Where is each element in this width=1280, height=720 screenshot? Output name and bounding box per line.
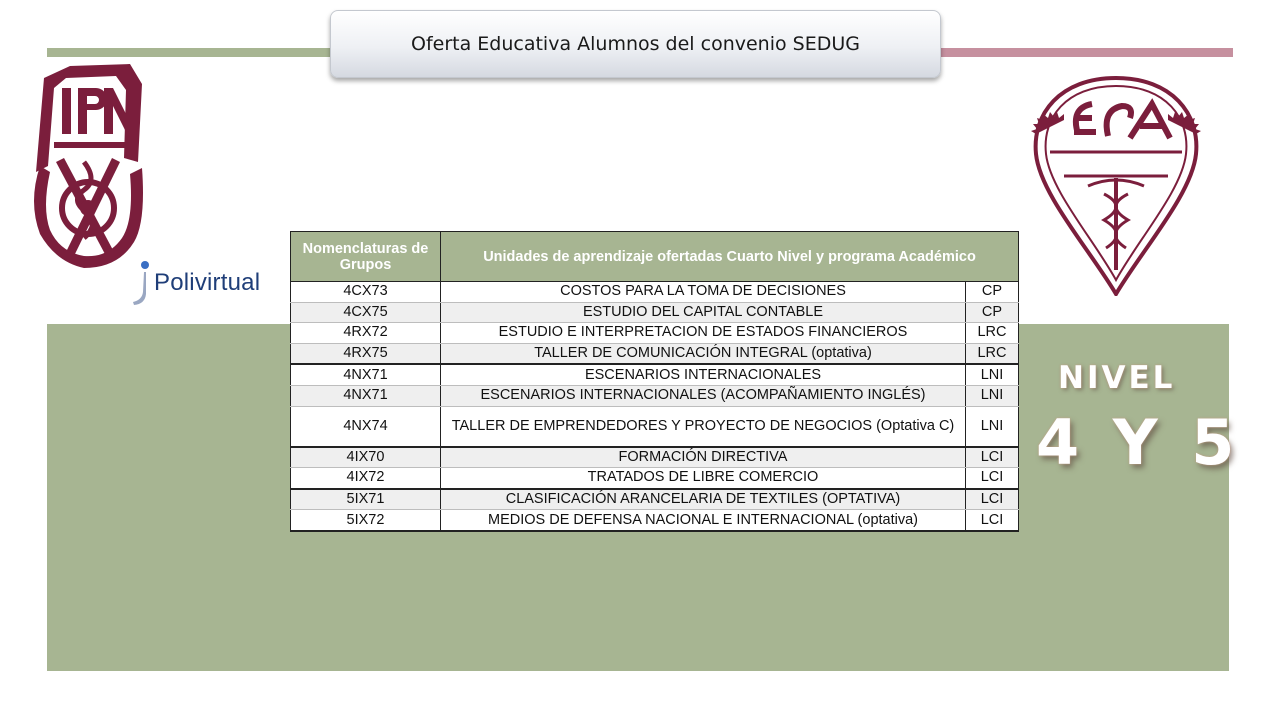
- table-row: [291, 302, 1019, 323]
- row-code: 4RX72: [291, 323, 441, 344]
- row-program: LNI: [966, 406, 1019, 447]
- row-program: LRC: [966, 323, 1019, 344]
- row-program: LNI: [966, 385, 1019, 406]
- course-table-wrapper: [290, 231, 1019, 532]
- row-program: CP: [966, 302, 1019, 323]
- nivel-number: 4 Y 5: [1036, 406, 1241, 479]
- table-row: [291, 510, 1019, 531]
- row-code: 4IX72: [291, 468, 441, 489]
- row-unit: TALLER DE EMPRENDEDORES Y PROYECTO DE NEGOCIOS (Optativa C): [441, 406, 966, 447]
- row-program: LCI: [966, 510, 1019, 531]
- row-program: LCI: [966, 468, 1019, 489]
- table-row: [291, 489, 1019, 510]
- page-title: Oferta Educativa Alumnos del convenio SEDUG: [411, 33, 860, 55]
- table-row: [291, 364, 1019, 385]
- row-code: 4RX75: [291, 343, 441, 364]
- row-code: 4CX73: [291, 282, 441, 303]
- table-header-row: [291, 232, 1019, 282]
- row-unit: FORMACIÓN DIRECTIVA: [441, 447, 966, 468]
- row-unit: CLASIFICACIÓN ARANCELARIA DE TEXTILES (OPTATIVA): [441, 489, 966, 510]
- row-code: 5IX71: [291, 489, 441, 510]
- esca-logo: [1030, 74, 1202, 296]
- row-unit: ESTUDIO DEL CAPITAL CONTABLE: [441, 302, 966, 323]
- row-unit: TALLER DE COMUNICACIÓN INTEGRAL (optativa): [441, 343, 966, 364]
- table-row: [291, 406, 1019, 447]
- table-row: [291, 468, 1019, 489]
- row-unit: ESCENARIOS INTERNACIONALES: [441, 364, 966, 385]
- header-bar-right: [925, 48, 1233, 57]
- polivirtual-label: Polivirtual: [154, 269, 261, 296]
- row-program: LCI: [966, 489, 1019, 510]
- row-program: LCI: [966, 447, 1019, 468]
- polivirtual-brand: [126, 260, 286, 308]
- row-unit: ESCENARIOS INTERNACIONALES (ACOMPAÑAMIENTO INGLÉS): [441, 385, 966, 406]
- course-table: [290, 231, 1019, 532]
- table-row: [291, 447, 1019, 468]
- row-unit: TRATADOS DE LIBRE COMERCIO: [441, 468, 966, 489]
- row-unit: ESTUDIO E INTERPRETACION DE ESTADOS FINANCIEROS: [441, 323, 966, 344]
- row-unit: MEDIOS DE DEFENSA NACIONAL E INTERNACIONAL (optativa): [441, 510, 966, 531]
- row-code: 4NX74: [291, 406, 441, 447]
- title-box: [330, 10, 941, 78]
- row-program: LRC: [966, 343, 1019, 364]
- polivirtual-mark-icon: [130, 260, 152, 306]
- table-row: [291, 282, 1019, 303]
- row-code: 4NX71: [291, 385, 441, 406]
- header-group-code: Nomenclaturas de Grupos: [291, 232, 441, 282]
- header-bar-left: [47, 48, 347, 57]
- nivel-word: NIVEL: [1058, 360, 1176, 396]
- ipn-logo: [26, 62, 148, 272]
- row-program: LNI: [966, 364, 1019, 385]
- row-code: 4NX71: [291, 364, 441, 385]
- row-code: 4CX75: [291, 302, 441, 323]
- row-code: 5IX72: [291, 510, 441, 531]
- table-row: [291, 385, 1019, 406]
- table-row: [291, 343, 1019, 364]
- row-unit: COSTOS PARA LA TOMA DE DECISIONES: [441, 282, 966, 303]
- row-program: CP: [966, 282, 1019, 303]
- header-units: Unidades de aprendizaje ofertadas Cuarto Nivel y programa Académico: [441, 232, 1019, 282]
- row-code: 4IX70: [291, 447, 441, 468]
- table-row: [291, 323, 1019, 344]
